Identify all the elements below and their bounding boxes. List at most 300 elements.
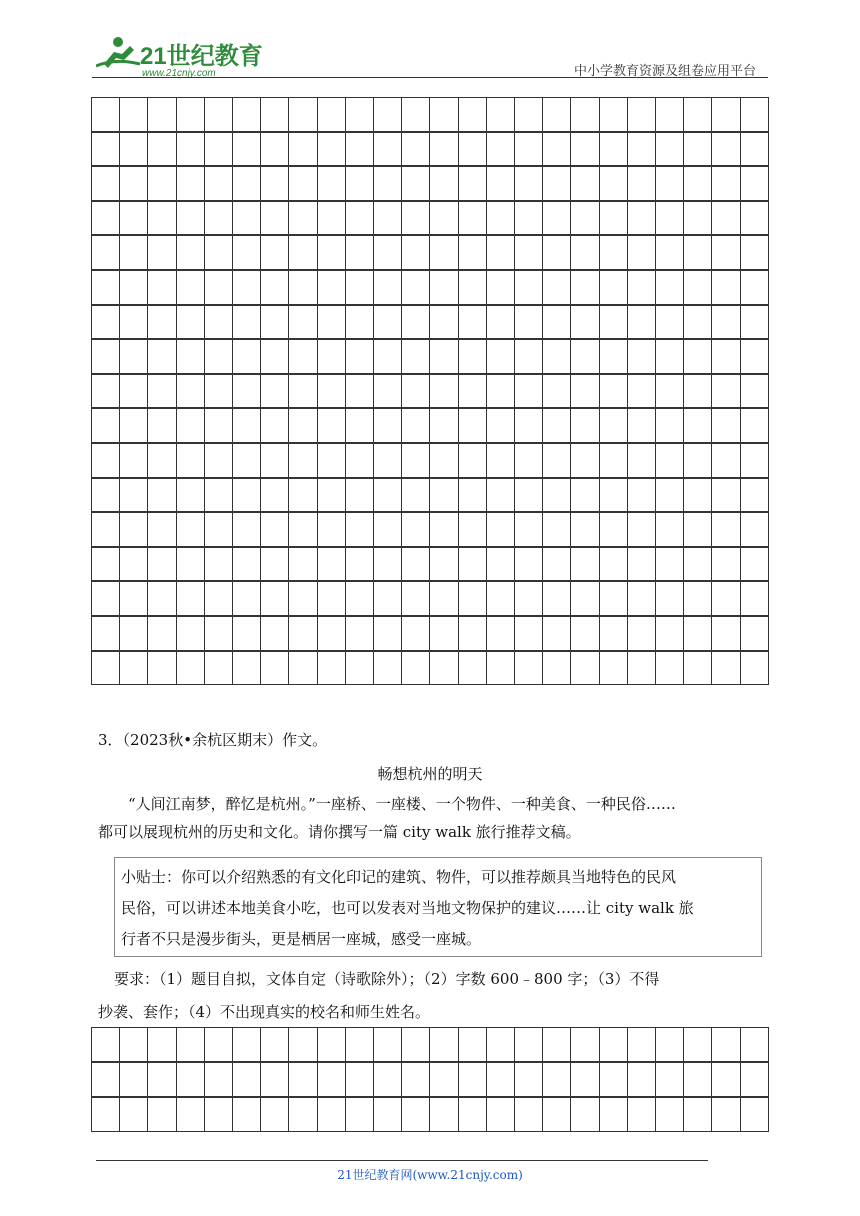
grid-cell: [571, 512, 599, 547]
grid-cell: [374, 443, 402, 478]
grid-cell: [600, 616, 628, 651]
grid-cell: [487, 305, 515, 340]
grid-cell: [205, 512, 233, 547]
grid-cell: [402, 1097, 430, 1132]
grid-cell: [571, 235, 599, 270]
grid-cell: [318, 547, 346, 582]
grid-cell: [205, 547, 233, 582]
grid-cell: [600, 374, 628, 409]
grid-cell: [487, 651, 515, 686]
grid-cell: [346, 132, 374, 167]
grid-cell: [712, 1097, 740, 1132]
grid-cell: [459, 651, 487, 686]
grid-cell: [712, 1062, 740, 1097]
grid-cell: [741, 1062, 769, 1097]
grid-cell: [346, 166, 374, 201]
grid-cell: [628, 581, 656, 616]
grid-cell: [346, 443, 374, 478]
grid-cell: [402, 201, 430, 236]
grid-cell: [92, 616, 120, 651]
grid-cell: [205, 408, 233, 443]
grid-cell: [402, 651, 430, 686]
grid-cell: [741, 478, 769, 513]
requirements: [98, 963, 768, 1029]
grid-cell: [148, 651, 176, 686]
grid-cell: [741, 1097, 769, 1132]
grid-cell: [571, 166, 599, 201]
logo-text: 21世纪教育: [140, 43, 263, 70]
grid-cell: [233, 339, 261, 374]
grid-cell: [656, 235, 684, 270]
grid-cell: [656, 616, 684, 651]
grid-cell: [430, 547, 458, 582]
grid-cell: [120, 97, 148, 132]
grid-cell: [628, 547, 656, 582]
grid-cell: [346, 374, 374, 409]
grid-cell: [628, 408, 656, 443]
grid-cell: [233, 1097, 261, 1132]
grid-cell: [402, 512, 430, 547]
grid-cell: [205, 235, 233, 270]
grid-cell: [318, 1062, 346, 1097]
grid-cell: [628, 97, 656, 132]
grid-cell: [289, 616, 317, 651]
grid-cell: [515, 478, 543, 513]
grid-cell: [543, 408, 571, 443]
grid-cell: [177, 1027, 205, 1062]
question-number: 3．: [98, 731, 123, 749]
grid-cell: [543, 339, 571, 374]
grid-cell: [741, 1027, 769, 1062]
grid-cell: [600, 478, 628, 513]
grid-cell: [289, 270, 317, 305]
grid-cell: [628, 1097, 656, 1132]
grid-cell: [261, 305, 289, 340]
grid-cell: [148, 408, 176, 443]
grid-row: [91, 616, 769, 651]
grid-cell: [571, 408, 599, 443]
grid-cell: [712, 478, 740, 513]
grid-cell: [261, 1097, 289, 1132]
grid-cell: [515, 547, 543, 582]
grid-cell: [402, 374, 430, 409]
grid-cell: [628, 270, 656, 305]
grid-cell: [148, 581, 176, 616]
grid-cell: [628, 374, 656, 409]
grid-cell: [656, 132, 684, 167]
grid-cell: [402, 547, 430, 582]
grid-cell: [289, 339, 317, 374]
grid-cell: [346, 616, 374, 651]
grid-cell: [346, 478, 374, 513]
grid-cell: [205, 443, 233, 478]
grid-cell: [177, 443, 205, 478]
grid-cell: [600, 581, 628, 616]
grid-cell: [402, 443, 430, 478]
grid-cell: [600, 443, 628, 478]
grid-cell: [148, 616, 176, 651]
grid-cell: [684, 1027, 712, 1062]
grid-cell: [656, 339, 684, 374]
grid-cell: [148, 201, 176, 236]
grid-cell: [712, 132, 740, 167]
grid-cell: [684, 443, 712, 478]
grid-cell: [487, 235, 515, 270]
grid-cell: [656, 443, 684, 478]
grid-cell: [543, 235, 571, 270]
grid-cell: [233, 581, 261, 616]
grid-cell: [233, 547, 261, 582]
grid-cell: [515, 408, 543, 443]
grid-cell: [233, 1027, 261, 1062]
grid-cell: [515, 235, 543, 270]
grid-cell: [459, 166, 487, 201]
grid-cell: [741, 651, 769, 686]
grid-cell: [120, 581, 148, 616]
grid-cell: [92, 166, 120, 201]
grid-cell: [459, 97, 487, 132]
grid-row: [91, 374, 769, 409]
grid-cell: [92, 97, 120, 132]
grid-cell: [628, 1027, 656, 1062]
grid-cell: [92, 235, 120, 270]
requirement-line: 要求：（1）题目自拟，文体自定（诗歌除外）；（2）字数 600﹣800 字；（3）不得: [114, 970, 660, 988]
grid-cell: [261, 478, 289, 513]
grid-cell: [205, 1062, 233, 1097]
grid-cell: [318, 97, 346, 132]
grid-cell: [487, 339, 515, 374]
grid-cell: [543, 547, 571, 582]
grid-cell: [205, 270, 233, 305]
grid-cell: [289, 581, 317, 616]
grid-cell: [515, 305, 543, 340]
grid-cell: [571, 1097, 599, 1132]
grid-cell: [148, 235, 176, 270]
grid-cell: [402, 1027, 430, 1062]
grid-cell: [571, 478, 599, 513]
grid-cell: [92, 132, 120, 167]
grid-cell: [430, 512, 458, 547]
grid-cell: [515, 581, 543, 616]
grid-cell: [600, 1097, 628, 1132]
grid-cell: [261, 201, 289, 236]
grid-row: [91, 305, 769, 340]
grid-cell: [487, 443, 515, 478]
grid-cell: [261, 339, 289, 374]
grid-cell: [684, 512, 712, 547]
grid-cell: [628, 1062, 656, 1097]
grid-cell: [205, 374, 233, 409]
grid-cell: [289, 1062, 317, 1097]
grid-cell: [600, 512, 628, 547]
grid-cell: [430, 616, 458, 651]
grid-cell: [712, 166, 740, 201]
grid-cell: [148, 132, 176, 167]
grid-cell: [571, 1027, 599, 1062]
grid-cell: [205, 339, 233, 374]
grid-cell: [318, 408, 346, 443]
grid-cell: [402, 478, 430, 513]
grid-cell: [318, 305, 346, 340]
grid-cell: [318, 201, 346, 236]
grid-cell: [543, 1097, 571, 1132]
grid-cell: [430, 1027, 458, 1062]
grid-cell: [459, 512, 487, 547]
grid-row: [91, 408, 769, 443]
grid-cell: [656, 408, 684, 443]
grid-cell: [205, 616, 233, 651]
grid-cell: [430, 339, 458, 374]
grid-cell: [430, 408, 458, 443]
grid-cell: [459, 616, 487, 651]
grid-cell: [712, 339, 740, 374]
intro-line: 都可以展现杭州的历史和文化。请你撰写一篇 city walk 旅行推荐文稿。: [98, 823, 581, 841]
grid-cell: [600, 201, 628, 236]
grid-cell: [92, 547, 120, 582]
grid-cell: [515, 166, 543, 201]
grid-cell: [628, 166, 656, 201]
grid-cell: [374, 616, 402, 651]
grid-row: [91, 478, 769, 513]
grid-cell: [712, 201, 740, 236]
grid-cell: [515, 616, 543, 651]
grid-cell: [430, 651, 458, 686]
grid-cell: [374, 1027, 402, 1062]
grid-cell: [656, 651, 684, 686]
grid-cell: [346, 1027, 374, 1062]
grid-cell: [628, 651, 656, 686]
grid-cell: [318, 235, 346, 270]
grid-cell: [92, 374, 120, 409]
grid-cell: [346, 547, 374, 582]
grid-cell: [600, 97, 628, 132]
grid-cell: [120, 651, 148, 686]
grid-cell: [628, 132, 656, 167]
grid-cell: [459, 1097, 487, 1132]
grid-cell: [148, 97, 176, 132]
grid-cell: [261, 651, 289, 686]
grid-cell: [346, 339, 374, 374]
grid-cell: [487, 547, 515, 582]
grid-cell: [205, 1097, 233, 1132]
grid-cell: [459, 408, 487, 443]
grid-cell: [261, 166, 289, 201]
grid-cell: [402, 1062, 430, 1097]
grid-cell: [741, 374, 769, 409]
grid-cell: [430, 1097, 458, 1132]
grid-cell: [261, 547, 289, 582]
grid-cell: [741, 408, 769, 443]
grid-cell: [712, 651, 740, 686]
grid-cell: [712, 374, 740, 409]
grid-cell: [515, 651, 543, 686]
intro-line: “人间江南梦，醉忆是杭州。”一座桥、一座楼、一个物件、一种美食、一种民俗……: [128, 795, 676, 813]
grid-cell: [712, 443, 740, 478]
grid-cell: [233, 616, 261, 651]
grid-cell: [148, 547, 176, 582]
grid-cell: [487, 616, 515, 651]
grid-cell: [289, 166, 317, 201]
grid-cell: [177, 1097, 205, 1132]
grid-cell: [543, 305, 571, 340]
grid-cell: [92, 408, 120, 443]
footer-divider: [96, 1160, 708, 1161]
grid-cell: [543, 478, 571, 513]
grid-row: [91, 201, 769, 236]
grid-row: [91, 512, 769, 547]
grid-cell: [261, 408, 289, 443]
grid-cell: [148, 443, 176, 478]
grid-cell: [233, 305, 261, 340]
grid-cell: [459, 235, 487, 270]
grid-cell: [261, 581, 289, 616]
grid-cell: [120, 339, 148, 374]
grid-cell: [684, 1097, 712, 1132]
logo-url: www.21cnjy.com: [142, 68, 216, 78]
grid-row: [91, 547, 769, 582]
grid-cell: [92, 581, 120, 616]
grid-row: [91, 132, 769, 167]
grid-cell: [459, 201, 487, 236]
grid-cell: [177, 339, 205, 374]
grid-cell: [318, 478, 346, 513]
grid-cell: [177, 97, 205, 132]
tip-line: 小贴士：你可以介绍熟悉的有文化印记的建筑、物件，可以推荐颇具当地特色的民风: [121, 868, 677, 886]
question-source: （2023秋•余杭区期末）作文。: [122, 731, 328, 749]
grid-cell: [289, 408, 317, 443]
grid-cell: [515, 1097, 543, 1132]
grid-row: [91, 270, 769, 305]
grid-cell: [120, 616, 148, 651]
grid-cell: [233, 374, 261, 409]
grid-cell: [571, 547, 599, 582]
grid-cell: [656, 1062, 684, 1097]
grid-cell: [430, 201, 458, 236]
grid-cell: [656, 1097, 684, 1132]
grid-cell: [712, 1027, 740, 1062]
grid-cell: [177, 478, 205, 513]
grid-cell: [261, 1062, 289, 1097]
grid-cell: [374, 651, 402, 686]
grid-cell: [346, 512, 374, 547]
grid-cell: [684, 651, 712, 686]
grid-cell: [374, 547, 402, 582]
grid-cell: [430, 270, 458, 305]
grid-cell: [318, 512, 346, 547]
grid-cell: [261, 97, 289, 132]
grid-cell: [289, 1027, 317, 1062]
grid-cell: [92, 339, 120, 374]
grid-cell: [233, 1062, 261, 1097]
grid-cell: [120, 512, 148, 547]
grid-cell: [374, 201, 402, 236]
grid-cell: [402, 235, 430, 270]
grid-cell: [712, 581, 740, 616]
grid-cell: [148, 270, 176, 305]
grid-cell: [374, 581, 402, 616]
grid-cell: [346, 1062, 374, 1097]
grid-cell: [459, 339, 487, 374]
grid-cell: [374, 339, 402, 374]
grid-cell: [177, 651, 205, 686]
grid-cell: [628, 512, 656, 547]
grid-cell: [148, 1097, 176, 1132]
grid-cell: [515, 97, 543, 132]
grid-cell: [543, 616, 571, 651]
grid-cell: [120, 443, 148, 478]
grid-cell: [261, 1027, 289, 1062]
grid-cell: [430, 166, 458, 201]
intro-paragraph: [98, 790, 768, 846]
grid-cell: [741, 616, 769, 651]
grid-cell: [628, 235, 656, 270]
grid-cell: [571, 97, 599, 132]
grid-cell: [92, 270, 120, 305]
grid-cell: [430, 97, 458, 132]
grid-cell: [261, 132, 289, 167]
grid-cell: [684, 270, 712, 305]
grid-cell: [92, 478, 120, 513]
grid-cell: [318, 339, 346, 374]
grid-cell: [543, 132, 571, 167]
grid-cell: [684, 478, 712, 513]
grid-cell: [430, 443, 458, 478]
grid-cell: [402, 132, 430, 167]
grid-cell: [402, 408, 430, 443]
grid-cell: [120, 270, 148, 305]
grid-cell: [148, 339, 176, 374]
grid-cell: [515, 270, 543, 305]
grid-cell: [600, 1062, 628, 1097]
grid-cell: [346, 235, 374, 270]
grid-cell: [318, 651, 346, 686]
grid-cell: [741, 97, 769, 132]
grid-cell: [177, 132, 205, 167]
grid-cell: [430, 581, 458, 616]
grid-cell: [318, 443, 346, 478]
grid-cell: [261, 443, 289, 478]
grid-cell: [289, 651, 317, 686]
grid-cell: [515, 132, 543, 167]
tip-line: 行者不只是漫步街头，更是栖居一座城，感受一座城。: [121, 930, 482, 948]
grid-cell: [261, 235, 289, 270]
grid-cell: [571, 1062, 599, 1097]
grid-cell: [543, 443, 571, 478]
grid-cell: [120, 478, 148, 513]
grid-cell: [600, 651, 628, 686]
grid-cell: [487, 1027, 515, 1062]
grid-cell: [177, 166, 205, 201]
grid-cell: [177, 201, 205, 236]
grid-cell: [120, 235, 148, 270]
grid-cell: [148, 1027, 176, 1062]
grid-cell: [684, 132, 712, 167]
grid-cell: [656, 166, 684, 201]
grid-cell: [459, 1027, 487, 1062]
grid-row: [91, 166, 769, 201]
grid-cell: [515, 443, 543, 478]
grid-cell: [346, 201, 374, 236]
grid-cell: [684, 408, 712, 443]
grid-cell: [571, 581, 599, 616]
grid-cell: [487, 132, 515, 167]
grid-cell: [600, 235, 628, 270]
grid-cell: [402, 270, 430, 305]
grid-cell: [459, 478, 487, 513]
grid-cell: [261, 616, 289, 651]
grid-cell: [205, 132, 233, 167]
grid-cell: [487, 270, 515, 305]
